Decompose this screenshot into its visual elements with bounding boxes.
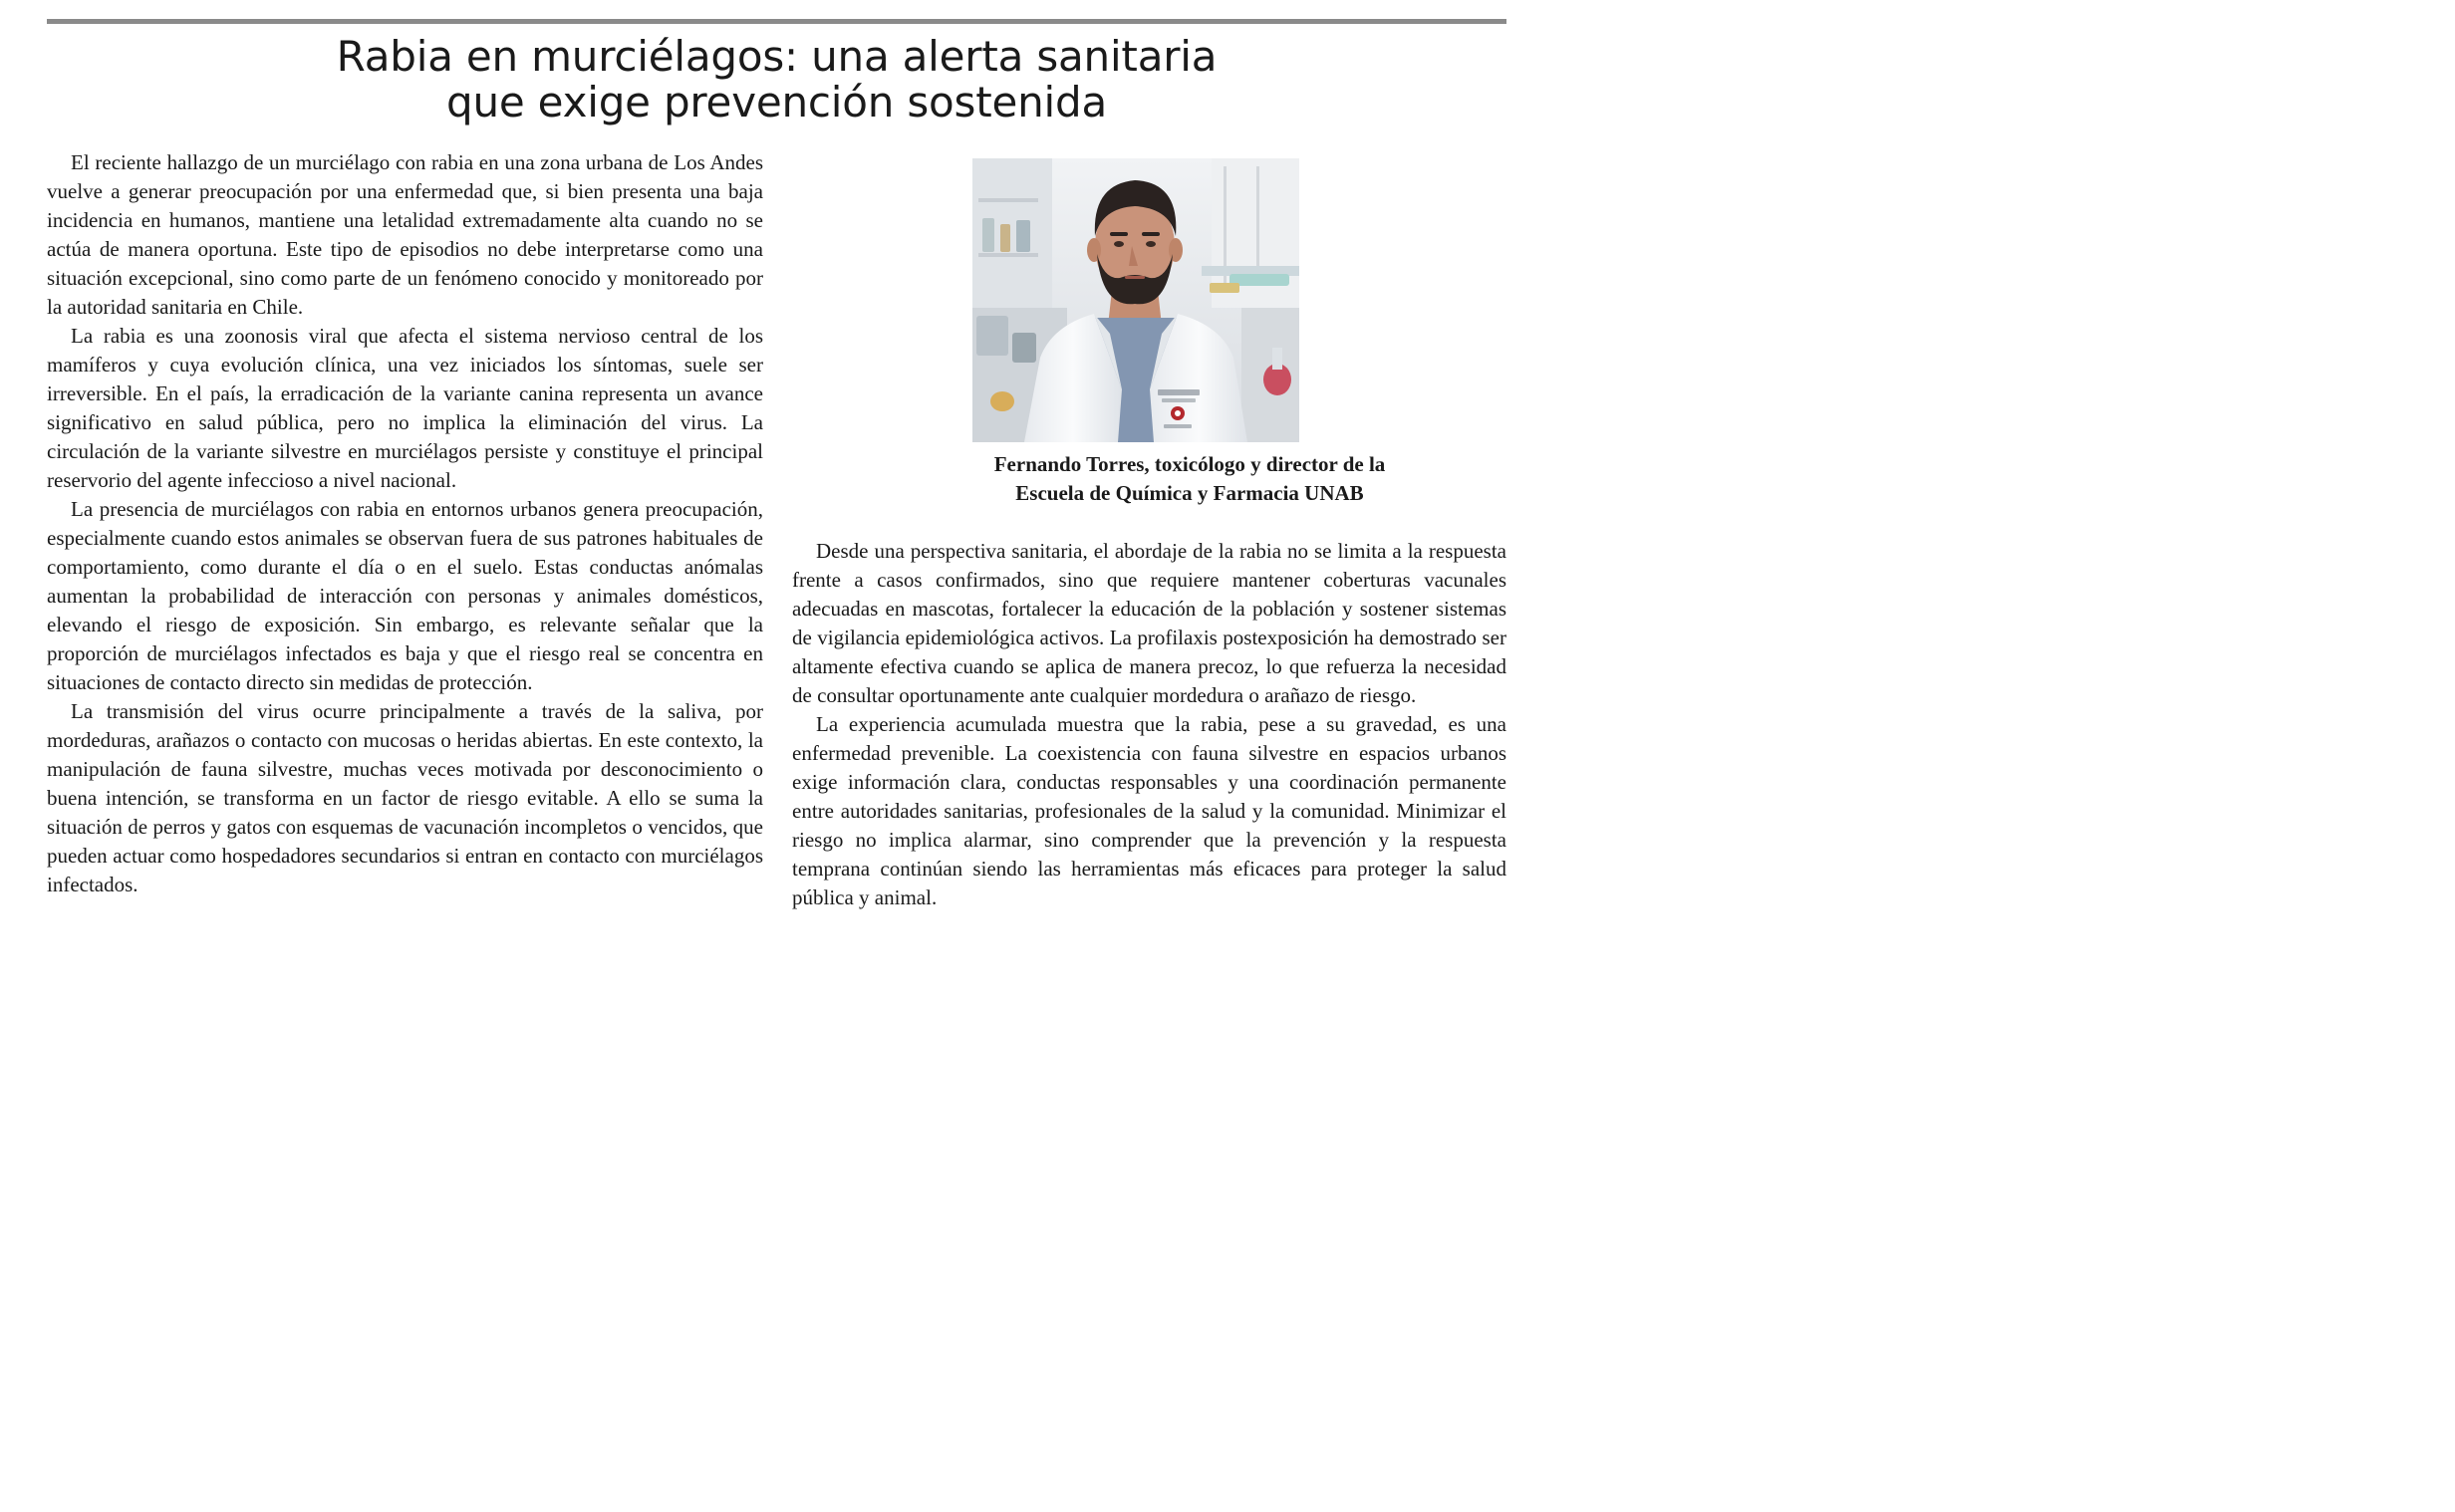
photo-caption-line-2: Escuela de Química y Farmacia UNAB xyxy=(1015,481,1364,505)
right-column xyxy=(792,537,1506,912)
top-rule xyxy=(47,19,1506,24)
left-paragraph-1: El reciente hallazgo de un murciélago con rabia en una zona urbana de Los Andes vuelve a generar preocupación por una enfermedad que, si bien presenta una baja incidencia en humanos, mantiene una letalidad extremadamente alta cuando no se actúa de manera oportuna. Este tipo de episodios no debe interpretarse como una situación excepcional, sino como parte de un fenómeno conocido y monitoreado por la autoridad sanitaria en Chile. xyxy=(47,150,763,319)
headline-line-2: que exige prevención sostenida xyxy=(446,78,1107,126)
headline xyxy=(47,34,1506,126)
portrait-photo xyxy=(972,158,1299,442)
right-paragraph-1: Desde una perspectiva sanitaria, el abordaje de la rabia no se limita a la respuesta frente a casos confirmados, sino que requiere mantener coberturas vacunales adecuadas en mascotas, fortalecer la educación de la población y sostener sistemas de vigilancia epidemiológica activos. La profilaxis postexposición ha demostrado ser altamente efectiva cuando se aplica de manera precoz, lo que refuerza la necesidad de consultar oportunamente ante cualquier mordedura o arañazo de riesgo. xyxy=(792,539,1506,707)
left-paragraph-2: La rabia es una zoonosis viral que afecta el sistema nervioso central de los mamíferos y cuya evolución clínica, una vez iniciados los síntomas, suele ser irreversible. En el país, la erradicación de la variante canina representa un avance significativo en salud pública, pero no implica la eliminación del virus. La circulación de la variante silvestre en murciélagos persiste y constituye el principal reservorio del agente infeccioso a nivel nacional. xyxy=(47,324,763,492)
headline-line-1: Rabia en murciélagos: una alerta sanitaria xyxy=(336,32,1218,81)
photo-caption-line-1: Fernando Torres, toxicólogo y director de la xyxy=(993,452,1386,476)
right-paragraph-2: La experiencia acumulada muestra que la rabia, pese a su gravedad, es una enfermedad prevenible. La coexistencia con fauna silvestre en espacios urbanos exige información clara, conductas responsables y una coordinación permanente entre autoridades sanitarias, profesionales de la salud y la comunidad. Minimizar el riesgo no implica alarmar, sino comprender que la prevención y la respuesta temprana continúan siendo las herramientas más eficaces para proteger la salud pública y animal. xyxy=(792,712,1506,909)
left-paragraph-3: La presencia de murciélagos con rabia en entornos urbanos genera preocupación, especialmente cuando estos animales se observan fuera de sus patrones habituales de comportamiento, como durante el día o en el suelo. Estas conductas anómalas aumentan la probabilidad de interacción con personas y animales domésticos, elevando el riesgo de exposición. Sin embargo, es relevante señalar que la proporción de murciélagos infectados es baja y que el riesgo real se concentra en situaciones de contacto directo sin medidas de protección. xyxy=(47,497,763,694)
portrait-illustration xyxy=(972,158,1299,442)
left-column xyxy=(47,148,763,899)
photo-caption xyxy=(897,450,1483,508)
left-paragraph-4: La transmisión del virus ocurre principalmente a través de la saliva, por mordeduras, arañazos o contacto con mucosas o heridas abiertas. En este contexto, la manipulación de fauna silvestre, muchas veces motivada por desconocimiento o buena intención, se transforma en un factor de riesgo evitable. A ello se suma la situación de perros y gatos con esquemas de vacunación incompletos o vencidos, que pueden actuar como hospedadores secundarios si entran en contacto con murciélagos infectados. xyxy=(47,699,763,896)
